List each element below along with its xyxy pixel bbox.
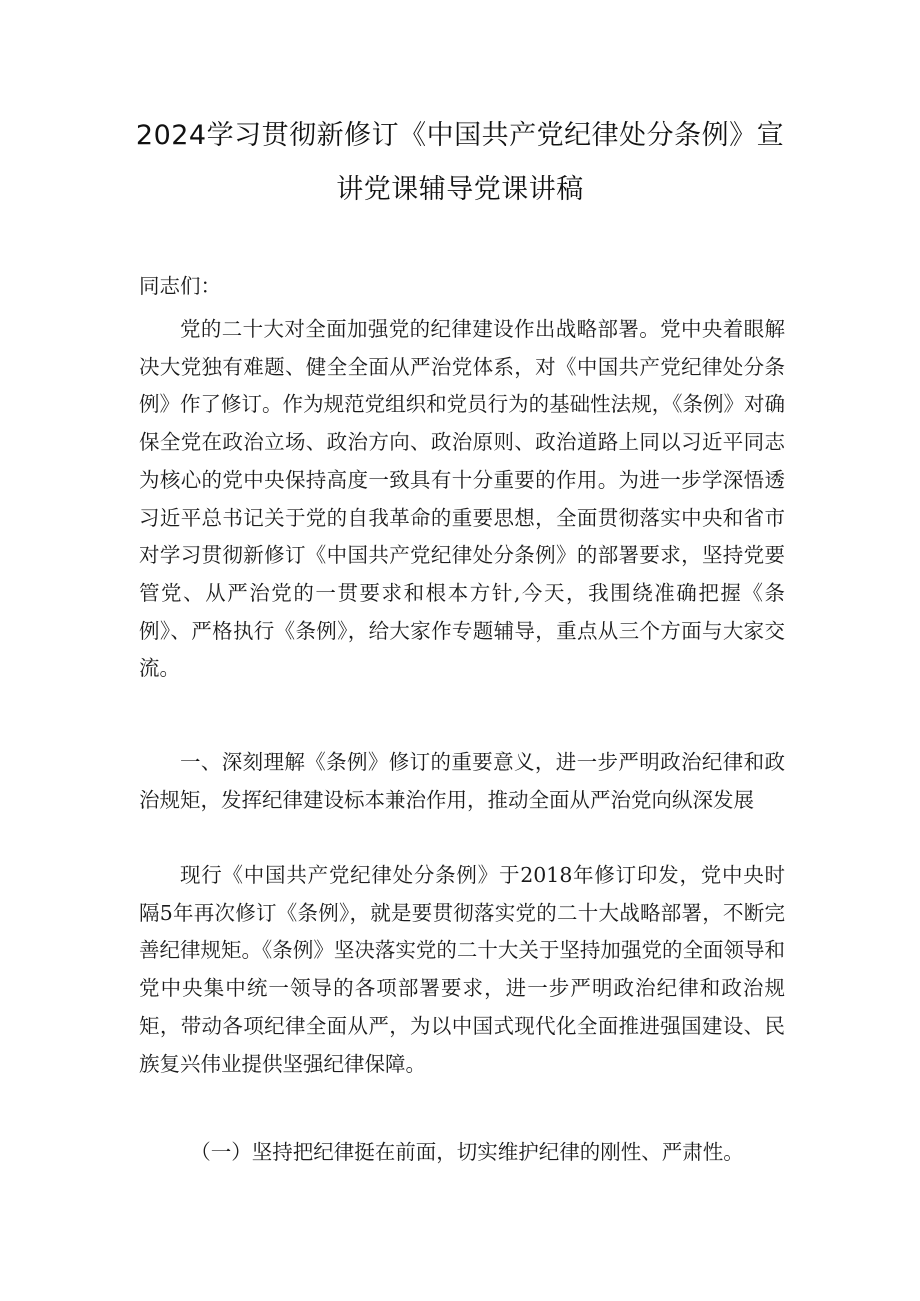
document-title-line-1: 2024学习贯彻新修订《中国共产党纪律处分条例》宣	[135, 120, 785, 151]
document-title-line-2: 讲党课辅导党课讲稿	[336, 174, 584, 205]
subsection-heading-1: （一）坚持把纪律挺在前面，切实维护纪律的刚性、严肃性。	[190, 1140, 744, 1164]
paragraph-section-1: 现行《中国共产党纪律处分条例》于2018年修订印发，党中央时隔5年再次修订《条例》，就是要贯彻落实党的二十大战略部署，不断完善纪律规矩。《条例》坚决落实党的二十大关于坚持加强党的全面领导和党中央集中统一领导的各项部署要求，进一步严明政治纪律和政治规矩，带动各项纪律全面从严，为以中国式现代化全面推进强国建设、民族复兴伟业提供坚强纪律保障。	[139, 863, 785, 1076]
paragraph-intro: 党的二十大对全面加强党的纪律建设作出战略部署。党中央着眼解决大党独有难题、健全全面从严治党体系，对《中国共产党纪律处分条例》作了修订。作为规范党组织和党员行为的基础性法规，《条例》对确保全党在政治立场、政治方向、政治原则、政治道路上同以习近平同志为核心的党中央保持高度一致具有十分重要的作用。为进一步学深悟透习近平总书记关于党的自我革命的重要思想，全面贯彻落实中央和省市对学习贯彻新修订《中国共产党纪律处分条例》的部署要求，坚持党要管党、从严治党的一贯要求和根本方针,今天，我围绕准确把握《条例》、严格执行《条例》，给大家作专题辅导，重点从三个方面与大家交流。	[139, 317, 785, 681]
salutation: 同志们：	[139, 274, 221, 298]
section-heading-1: 一、深刻理解《条例》修订的重要意义，进一步严明政治纪律和政治规矩，发挥纪律建设标本兼治作用，推动全面从严治党向纵深发展	[139, 750, 785, 812]
